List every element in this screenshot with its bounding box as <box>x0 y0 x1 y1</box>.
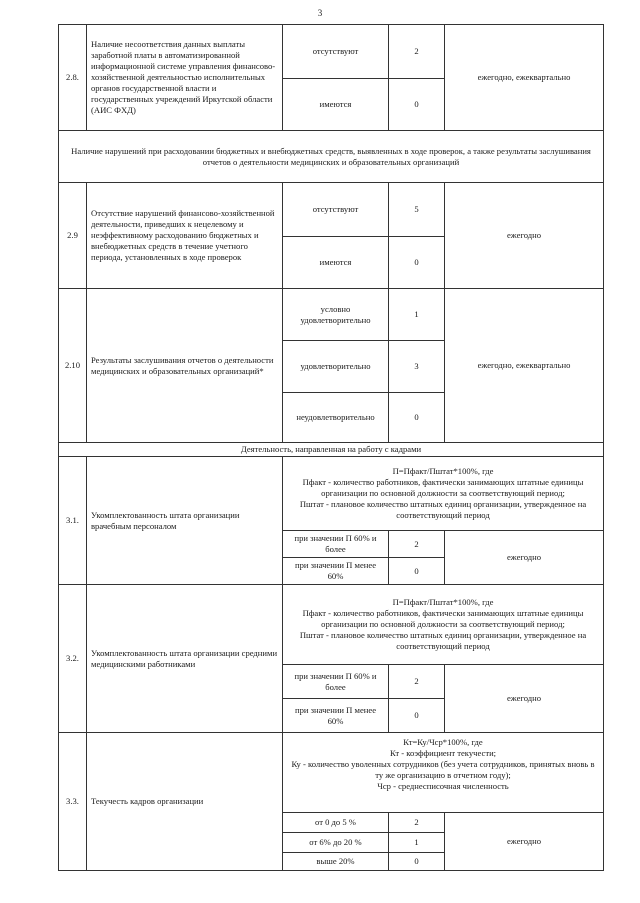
row-number: 2.9 <box>59 183 87 289</box>
section-row <box>59 131 604 183</box>
page-number: 3 <box>317 8 323 18</box>
row-number: 2.10 <box>59 289 87 443</box>
option-score: 1 <box>389 289 445 341</box>
criterion-text: Укомплектованность штата организации средними медицинскими работниками <box>87 585 283 733</box>
period-text: ежегодно <box>445 531 604 585</box>
option-label: при значении П менее 60% <box>283 558 389 585</box>
option-label: условно удовлетворительно <box>283 289 389 341</box>
option-score: 5 <box>389 183 445 237</box>
option-score: 0 <box>389 699 445 733</box>
table-row <box>59 585 604 665</box>
option-score: 2 <box>389 813 445 833</box>
section-heading: Наличие нарушений при расходовании бюджетных и внебюджетных средств, выявленных в ходе проверок, а также результаты заслушивания отчетов о деятельности медицинских и образовательных организаций <box>59 131 604 183</box>
table-row <box>59 733 604 813</box>
formula-line: П=Пфакт/Пштат*100%, где <box>392 597 494 607</box>
table-row <box>59 183 604 237</box>
criteria-table <box>58 24 604 871</box>
formula-line: Чср - среднесписочная численность <box>377 781 509 791</box>
option-score: 0 <box>389 558 445 585</box>
table-row <box>59 457 604 531</box>
period-text: ежегодно, ежеквартально <box>445 289 604 443</box>
formula-line: Пфакт - количество работников, фактически занимающих штатные единицы организации по основной должности за соответствующий период; <box>302 608 584 629</box>
section-heading: Деятельность, направленная на работу с кадрами <box>59 443 604 457</box>
criterion-text: Текучесть кадров организации <box>87 733 283 871</box>
option-score: 3 <box>389 341 445 393</box>
criterion-text: Отсутствие нарушений финансово-хозяйственной деятельности, приведших к нецелевому и неэффективному расходованию бюджетных и внебюджетных средств в течение учетного периода, установленных в ходе проверок <box>87 183 283 289</box>
option-label: от 0 до 5 % <box>283 813 389 833</box>
option-label: при значении П 60% и более <box>283 531 389 558</box>
table-row <box>59 25 604 79</box>
option-label: от 6% до 20 % <box>283 833 389 853</box>
formula-text <box>283 733 604 813</box>
option-label: удовлетворительно <box>283 341 389 393</box>
option-label: при значении П менее 60% <box>283 699 389 733</box>
option-score: 1 <box>389 833 445 853</box>
formula-text <box>283 585 604 665</box>
formula-line: П=Пфакт/Пштат*100%, где <box>392 466 494 476</box>
option-score: 2 <box>389 25 445 79</box>
option-label: имеются <box>283 237 389 289</box>
option-label: выше 20% <box>283 853 389 871</box>
formula-line: Пштат - плановое количество штатных единиц организации, утвержденное на соответствующий период <box>299 499 587 520</box>
period-text: ежегодно <box>445 183 604 289</box>
formula-text <box>283 457 604 531</box>
formula-line: Пфакт - количество работников, фактически занимающих штатные единицы организации по основной должности за соответствующий период; <box>302 477 584 498</box>
option-score: 0 <box>389 393 445 443</box>
criterion-text: Укомплектованность штата организации врачебным персоналом <box>87 457 283 585</box>
option-label: при значении П 60% и более <box>283 665 389 699</box>
row-number: 3.3. <box>59 733 87 871</box>
criterion-text: Результаты заслушивания отчетов о деятельности медицинских и образовательных организаций* <box>87 289 283 443</box>
criterion-text: Наличие несоответствия данных выплаты заработной платы в автоматизированной информационной системе управления финансово-хозяйственной деятельностью исполнительных органов государственной власти и государственных учреждений Иркутской области (АИС ФХД) <box>87 25 283 131</box>
option-label: отсутствуют <box>283 183 389 237</box>
table-row <box>59 289 604 341</box>
row-number: 3.2. <box>59 585 87 733</box>
formula-line: Пштат - плановое количество штатных единиц организации, утвержденное на соответствующий период <box>299 630 587 651</box>
option-score: 0 <box>389 853 445 871</box>
option-score: 0 <box>389 79 445 131</box>
formula-line: Кт - коэффициент текучести; <box>389 748 497 758</box>
period-text: ежегодно <box>445 813 604 871</box>
formula-line: Кт=Ку/Чср*100%, где <box>403 737 483 747</box>
option-label: имеются <box>283 79 389 131</box>
row-number: 2.8. <box>59 25 87 131</box>
option-label: отсутствуют <box>283 25 389 79</box>
option-score: 0 <box>389 237 445 289</box>
option-score: 2 <box>389 531 445 558</box>
row-number: 3.1. <box>59 457 87 585</box>
option-label: неудовлетворительно <box>283 393 389 443</box>
section-row <box>59 443 604 457</box>
period-text: ежегодно <box>445 665 604 733</box>
option-score: 2 <box>389 665 445 699</box>
period-text: ежегодно, ежеквартально <box>445 25 604 131</box>
formula-line: Ку - количество уволенных сотрудников (без учета сотрудников, принятых вновь в ту же организацию в отчетном году); <box>291 759 595 780</box>
